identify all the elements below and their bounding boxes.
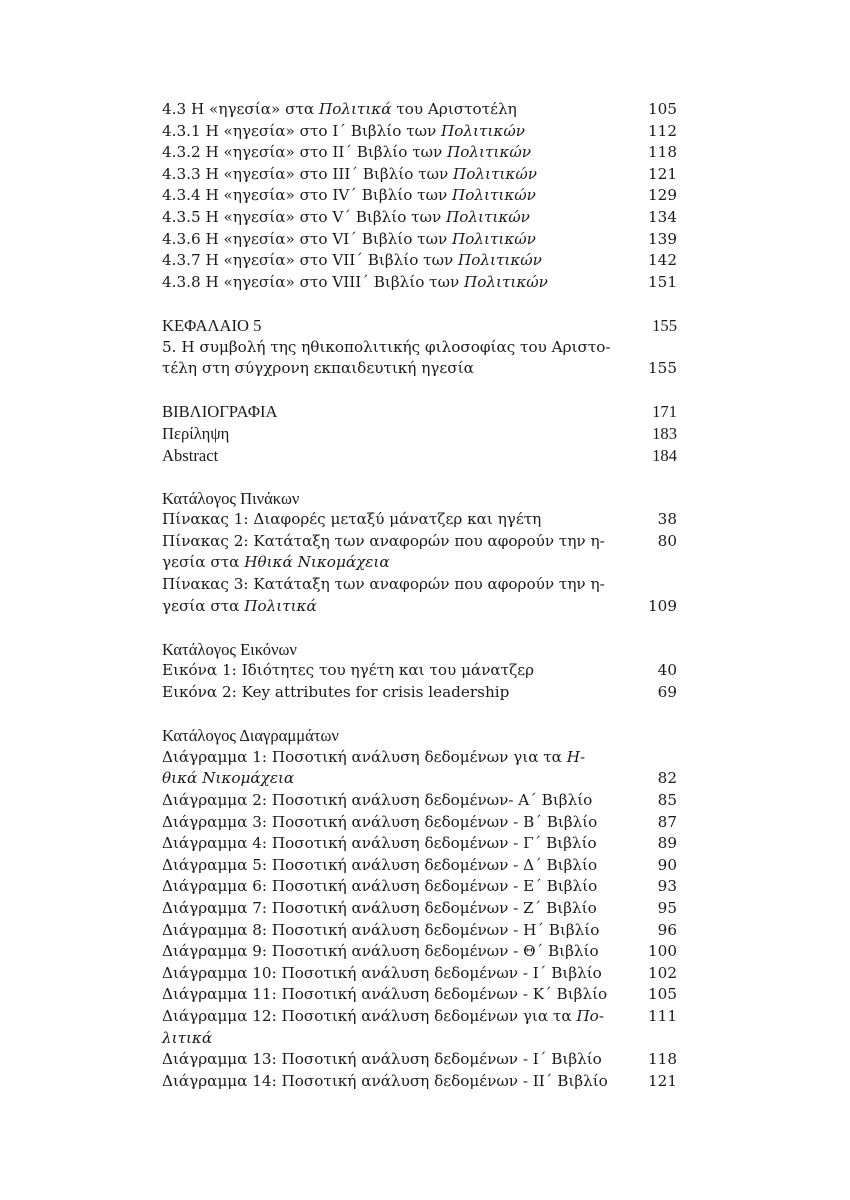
toc-entry-4-3-2[interactable] (162, 142, 677, 164)
entry-text: Πίνακας 1: Διαφορές μεταξύ μάνατζερ και ηγέτη (162, 510, 542, 529)
page-number: 96 (657, 920, 677, 939)
toc-entry-diagram-8[interactable] (162, 920, 677, 942)
toc-entry-figure-2[interactable] (162, 682, 677, 704)
toc-entry-table-2-line2[interactable] (162, 552, 677, 574)
entry-text: Abstract (162, 445, 219, 465)
entry-italic: Πολιτικών (447, 143, 531, 162)
toc-entry-summary[interactable] (162, 423, 677, 445)
page-number: 105 (648, 100, 677, 118)
entry-text: Η «ηγεσία» στο V΄ Βιβλίο των (205, 207, 447, 226)
chapter-5-heading[interactable] (162, 315, 677, 337)
entry-text: Διάγραμμα 7: Ποσοτική ανάλυση δεδομένων - Ζ΄ Βιβλίο (162, 898, 597, 917)
toc-entry-table-1[interactable] (162, 509, 677, 531)
entry-italic: Πολιτικά (244, 596, 317, 615)
entry-text: Διάγραμμα 4: Ποσοτική ανάλυση δεδομένων - Γ΄ Βιβλίο (162, 834, 597, 853)
entry-italic: Πολιτικών (452, 186, 536, 205)
toc-entry-table-3-line1[interactable] (162, 574, 677, 596)
entry-italic: Πολιτικών (446, 207, 530, 226)
entry-text: Πίνακας 2: Κατάταξη των αναφορών που αφορούν την η- (162, 531, 605, 550)
toc-entry-diagram-2[interactable] (162, 790, 677, 812)
entry-text: γεσία στα (162, 596, 245, 615)
entry-text: Η «ηγεσία» στο Ι΄ Βιβλίο των (205, 121, 442, 140)
page-number: 121 (648, 1071, 677, 1090)
chapter-4-entries (162, 99, 677, 293)
list-of-figures-heading (162, 639, 677, 661)
entry-text: Διάγραμμα 6: Ποσοτική ανάλυση δεδομένων - Ε΄ Βιβλίο (162, 877, 598, 896)
spacer (162, 704, 677, 726)
entry-italic: Πολιτικών (458, 251, 542, 270)
spacer (162, 617, 677, 639)
section-heading: Κατάλογος Διαγραμμάτων (162, 726, 339, 746)
toc-entry-diagram-6[interactable] (162, 876, 677, 898)
toc-entry-4-3-3[interactable] (162, 164, 677, 186)
table-of-contents-page (162, 99, 677, 1092)
toc-entry-figure-1[interactable] (162, 660, 677, 682)
toc-entry-5-line2[interactable] (162, 358, 677, 380)
entry-number: 4.3.8 (162, 272, 201, 291)
list-of-diagrams-heading (162, 725, 677, 747)
page-number: 155 (652, 315, 677, 335)
toc-entry-diagram-1-line2[interactable] (162, 768, 677, 790)
page-number: 105 (648, 985, 677, 1004)
entry-number: 4.3.4 (162, 186, 201, 205)
entry-text: Η «ηγεσία» στο IV΄ Βιβλίο των (205, 186, 453, 205)
list-of-diagrams (162, 725, 677, 1092)
entry-text: ΒΙΒΛΙΟΓΡΑΦΙΑ (162, 402, 278, 422)
entry-italic: Πολιτικών (464, 272, 548, 291)
entry-text: Διάγραμμα 3: Ποσοτική ανάλυση δεδομένων - Β΄ Βιβλίο (162, 812, 598, 831)
page-number: 87 (657, 812, 677, 831)
list-of-tables (162, 488, 677, 618)
list-of-tables-heading (162, 488, 677, 510)
page-number: 80 (657, 531, 677, 550)
entry-text: Περίληψη (162, 423, 230, 443)
page-number: 69 (657, 683, 677, 702)
entry-text: Η «ηγεσία» στο ΙΙ΄ Βιβλίο των (205, 143, 448, 162)
page-number: 183 (652, 423, 677, 443)
entry-italic: Η- (566, 747, 586, 766)
entry-text: Η «ηγεσία» στο ΙΙΙ΄ Βιβλίο των (205, 164, 454, 183)
entry-number: 4.3.6 (162, 229, 201, 248)
page-number: 95 (657, 898, 677, 917)
entry-number: 4.3 (162, 100, 187, 118)
toc-entry-abstract[interactable] (162, 445, 677, 467)
toc-entry-4-3-4[interactable] (162, 185, 677, 207)
entry-text: Διάγραμμα 10: Ποσοτική ανάλυση δεδομένων - Ι΄ Βιβλίο (162, 963, 602, 982)
back-matter-section (162, 401, 677, 466)
entry-text-end: του Αριστοτέλη (391, 100, 517, 118)
entry-text: Διάγραμμα 11: Ποσοτική ανάλυση δεδομένων - Κ΄ Βιβλίο (162, 985, 608, 1004)
page-number: 118 (648, 143, 677, 162)
toc-entry-diagram-12-line2[interactable] (162, 1028, 677, 1050)
page-number: 40 (657, 661, 677, 680)
entry-number: 4.3.1 (162, 121, 201, 140)
entry-text: τέλη στη σύγχρονη εκπαιδευτική ηγεσία (162, 359, 474, 378)
entry-text: 5. Η συμβολή της ηθικοπολιτικής φιλοσοφίας του Αριστο- (162, 337, 611, 356)
page-number: 82 (657, 769, 677, 788)
page-number: 142 (648, 251, 677, 270)
toc-entry-diagram-1-line1[interactable] (162, 747, 677, 769)
entry-text: Διάγραμμα 5: Ποσοτική ανάλυση δεδομένων - Δ΄ Βιβλίο (162, 855, 598, 874)
page-number: 111 (648, 1006, 677, 1025)
toc-entry-table-3-line2[interactable] (162, 596, 677, 618)
toc-entry-4-3-5[interactable] (162, 207, 677, 229)
page-number: 109 (648, 596, 677, 615)
entry-text: Διάγραμμα 12: Ποσοτική ανάλυση δεδομένων για τα (162, 1006, 577, 1025)
page-number: 93 (657, 877, 677, 896)
page-number: 155 (648, 359, 677, 378)
entry-text: Διάγραμμα 14: Ποσοτική ανάλυση δεδομένων - ΙΙ΄ Βιβλίο (162, 1071, 608, 1090)
toc-entry-diagram-13[interactable] (162, 1049, 677, 1071)
toc-entry-diagram-4[interactable] (162, 833, 677, 855)
entry-number: 4.3.7 (162, 251, 201, 270)
spacer (162, 293, 677, 315)
toc-entry-5-line1[interactable] (162, 337, 677, 359)
toc-entry-4-3-8[interactable] (162, 272, 677, 294)
toc-entry-diagram-3[interactable] (162, 812, 677, 834)
entry-italic: Πολιτικών (453, 164, 537, 183)
entry-text: Διάγραμμα 1: Ποσοτική ανάλυση δεδομένων για τα (162, 747, 567, 766)
entry-italic: λιτικά (162, 1028, 213, 1047)
page-number: 134 (648, 207, 677, 226)
page-number: 118 (648, 1050, 677, 1069)
page-number: 90 (657, 855, 677, 874)
toc-entry-diagram-7[interactable] (162, 898, 677, 920)
entry-text: γεσία στα (162, 553, 245, 572)
section-heading: Κατάλογος Πινάκων (162, 488, 300, 508)
entry-text: Διάγραμμα 9: Ποσοτική ανάλυση δεδομένων - Θ΄ Βιβλίο (162, 942, 599, 961)
entry-text: Η «ηγεσία» στο VII΄ Βιβλίο των (205, 251, 459, 270)
toc-entry-diagram-12-line1[interactable] (162, 1006, 677, 1028)
toc-entry-diagram-9[interactable] (162, 941, 677, 963)
entry-number: 4.3.3 (162, 164, 201, 183)
entry-text: Διάγραμμα 13: Ποσοτική ανάλυση δεδομένων - Ι΄ Βιβλίο (162, 1050, 602, 1069)
page-number: 171 (652, 402, 677, 422)
page-number: 38 (657, 510, 677, 529)
toc-entry-diagram-14[interactable] (162, 1071, 677, 1093)
entry-italic: θικά Νικομάχεια (162, 769, 295, 788)
page-number: 100 (648, 942, 677, 961)
entry-italic: Πολιτικών (452, 229, 536, 248)
list-of-figures (162, 639, 677, 704)
toc-entry-4-3-1[interactable] (162, 121, 677, 143)
entry-text: Διάγραμμα 8: Ποσοτική ανάλυση δεδομένων - Η΄ Βιβλίο (162, 920, 600, 939)
toc-entry-diagram-5[interactable] (162, 855, 677, 877)
entry-italic: Πολιτικών (441, 121, 525, 140)
entry-text: Πίνακας 3: Κατάταξη των αναφορών που αφορούν την η- (162, 575, 605, 594)
toc-entry-diagram-10[interactable] (162, 963, 677, 985)
entry-number: 4.3.2 (162, 143, 201, 162)
page-number: 129 (648, 186, 677, 205)
entry-italic: Πολιτικά (318, 100, 392, 118)
page-number: 85 (657, 791, 677, 809)
toc-entry-bibliography[interactable] (162, 401, 677, 423)
entry-text: Εικόνα 2: Key attributes for crisis leadership (162, 683, 510, 702)
page-number: 139 (648, 229, 677, 248)
toc-entry-4-3[interactable] (162, 99, 677, 121)
chapter-5-section (162, 315, 677, 380)
section-heading: Κατάλογος Εικόνων (162, 639, 297, 659)
page-number: 121 (648, 164, 677, 183)
entry-italic: Πο- (576, 1006, 604, 1025)
entry-italic: Ηθικά Νικομάχεια (244, 553, 390, 572)
page-number: 89 (657, 834, 677, 853)
toc-entry-diagram-11[interactable] (162, 984, 677, 1006)
toc-entry-table-2-line1[interactable] (162, 531, 677, 553)
spacer (162, 380, 677, 402)
toc-entry-4-3-7[interactable] (162, 250, 677, 272)
page-number: 151 (648, 272, 677, 291)
entry-text: Η «ηγεσία» στο VI΄ Βιβλίο των (205, 229, 453, 248)
entry-text: Εικόνα 1: Ιδιότητες του ηγέτη και του μάνατζερ (162, 661, 535, 680)
entry-text: Η «ηγεσία» στο VIII΄ Βιβλίο των (205, 272, 465, 291)
toc-entry-4-3-6[interactable] (162, 229, 677, 251)
spacer (162, 466, 677, 488)
page-number: 112 (648, 121, 677, 140)
entry-text: Διάγραμμα 2: Ποσοτική ανάλυση δεδομένων- Α΄ Βιβλίο (162, 791, 593, 809)
page-number: 184 (652, 445, 677, 465)
chapter-heading-text: ΚΕΦΑΛΑΙΟ 5 (162, 315, 262, 335)
page-number: 102 (648, 963, 677, 982)
entry-number: 4.3.5 (162, 207, 201, 226)
entry-text: Η «ηγεσία» στα (190, 100, 319, 118)
